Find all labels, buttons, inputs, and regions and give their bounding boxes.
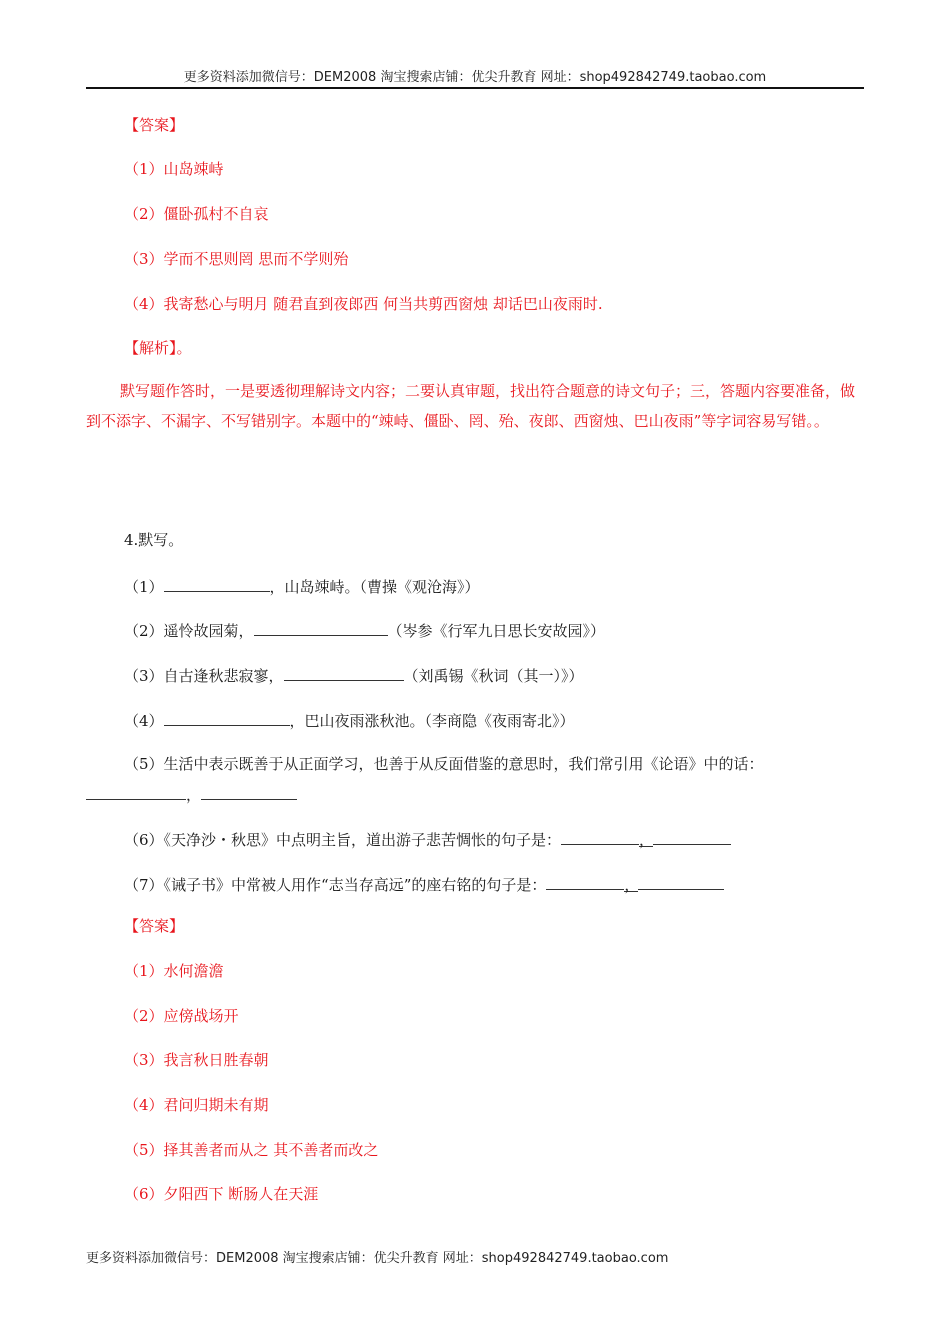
q1-blank[interactable] — [164, 575, 270, 592]
q7-blank-2[interactable] — [638, 873, 724, 890]
q5-separator: ， — [186, 786, 202, 804]
analysis-paragraph: 默写题作答时，一是要透彻理解诗文内容；二要认真审题，找出符合题意的诗文句子；三，答题内容要准备，做到不添字、不漏字、不写错别字。本题中的“竦峙、僵卧、罔、殆、夜郎、西窗烛、巴山夜雨”等字词容易写错。。 — [86, 382, 856, 430]
answer-item: （3）学而不思则罔 思而不学则殆 — [124, 250, 349, 268]
answer-heading: 【答案】 — [124, 116, 185, 134]
q3-suffix: （刘禹锡《秋词（其一）》） — [403, 667, 584, 685]
q6-blank-2[interactable] — [653, 828, 731, 845]
question-item-2 — [124, 619, 605, 641]
q7-text: （7）《诫子书》中常被人用作“志当存高远”的座右铭的句子是： — [124, 876, 547, 894]
q2-suffix: （岑参《行军九日思长安故园》） — [387, 622, 606, 640]
q1-prefix: （1） — [124, 578, 164, 596]
question-item-5-blanks — [86, 783, 297, 805]
q2-blank[interactable] — [254, 619, 388, 636]
header-rule — [86, 87, 864, 89]
q5-blank-1[interactable] — [86, 783, 186, 800]
q4-prefix: （4） — [124, 712, 164, 730]
q7-separator: ， — [624, 876, 640, 894]
q6-text: （6）《天净沙・秋思》中点明主旨，道出游子悲苦惆怅的句子是： — [124, 831, 562, 849]
answer-item: （2）应傍战场开 — [124, 1007, 239, 1025]
answer-heading: 【答案】 — [124, 917, 185, 935]
analysis-heading: 【解析】。 — [124, 339, 192, 357]
answer-item: （1）山岛竦峙 — [124, 160, 224, 178]
answer-item: （3）我言秋日胜春朝 — [124, 1051, 269, 1069]
q4-suffix: ，巴山夜雨涨秋池。（李商隐《夜雨寄北》） — [289, 712, 575, 730]
answer-item: （4）我寄愁心与明月 随君直到夜郎西 何当共剪西窗烛 却话巴山夜雨时. — [124, 295, 603, 313]
page-header: 更多资料添加微信号：DEM2008 淘宝搜索店铺：优尖升教育 网址：shop492842749.taobao.com — [183, 70, 767, 85]
question-item-3 — [124, 664, 584, 686]
answer-item: （1）水何澹澹 — [124, 962, 224, 980]
q7-blank-1[interactable] — [546, 873, 624, 890]
question-item-5: （5）生活中表示既善于从正面学习，也善于从反面借鉴的意思时，我们常引用《论语》中的话： — [124, 755, 764, 773]
q3-prefix: （3）自古逢秋悲寂寥， — [124, 667, 284, 685]
page-footer: 更多资料添加微信号：DEM2008 淘宝搜索店铺：优尖升教育 网址：shop492842749.taobao.com — [86, 1251, 669, 1266]
answer-item: （4）君问归期未有期 — [124, 1096, 269, 1114]
answer-item: （6）夕阳西下 断肠人在天涯 — [124, 1185, 319, 1203]
q4-blank[interactable] — [164, 709, 290, 726]
q2-prefix: （2）遥怜故园菊， — [124, 622, 254, 640]
q1-suffix: ，山岛竦峙。（曹操《观沧海》） — [269, 578, 480, 596]
answer-item: （5）择其善者而从之 其不善者而改之 — [124, 1141, 379, 1159]
question-title: 4.默写。 — [124, 531, 184, 549]
q3-blank[interactable] — [284, 664, 404, 681]
q5-blank-2[interactable] — [201, 783, 297, 800]
question-item-1 — [124, 575, 480, 597]
q6-blank-1[interactable] — [561, 828, 639, 845]
question-item-7 — [124, 873, 724, 895]
question-item-4 — [124, 709, 575, 731]
question-item-6 — [124, 828, 731, 850]
answer-item: （2）僵卧孤村不自哀 — [124, 205, 269, 223]
q6-separator: ， — [639, 831, 655, 849]
